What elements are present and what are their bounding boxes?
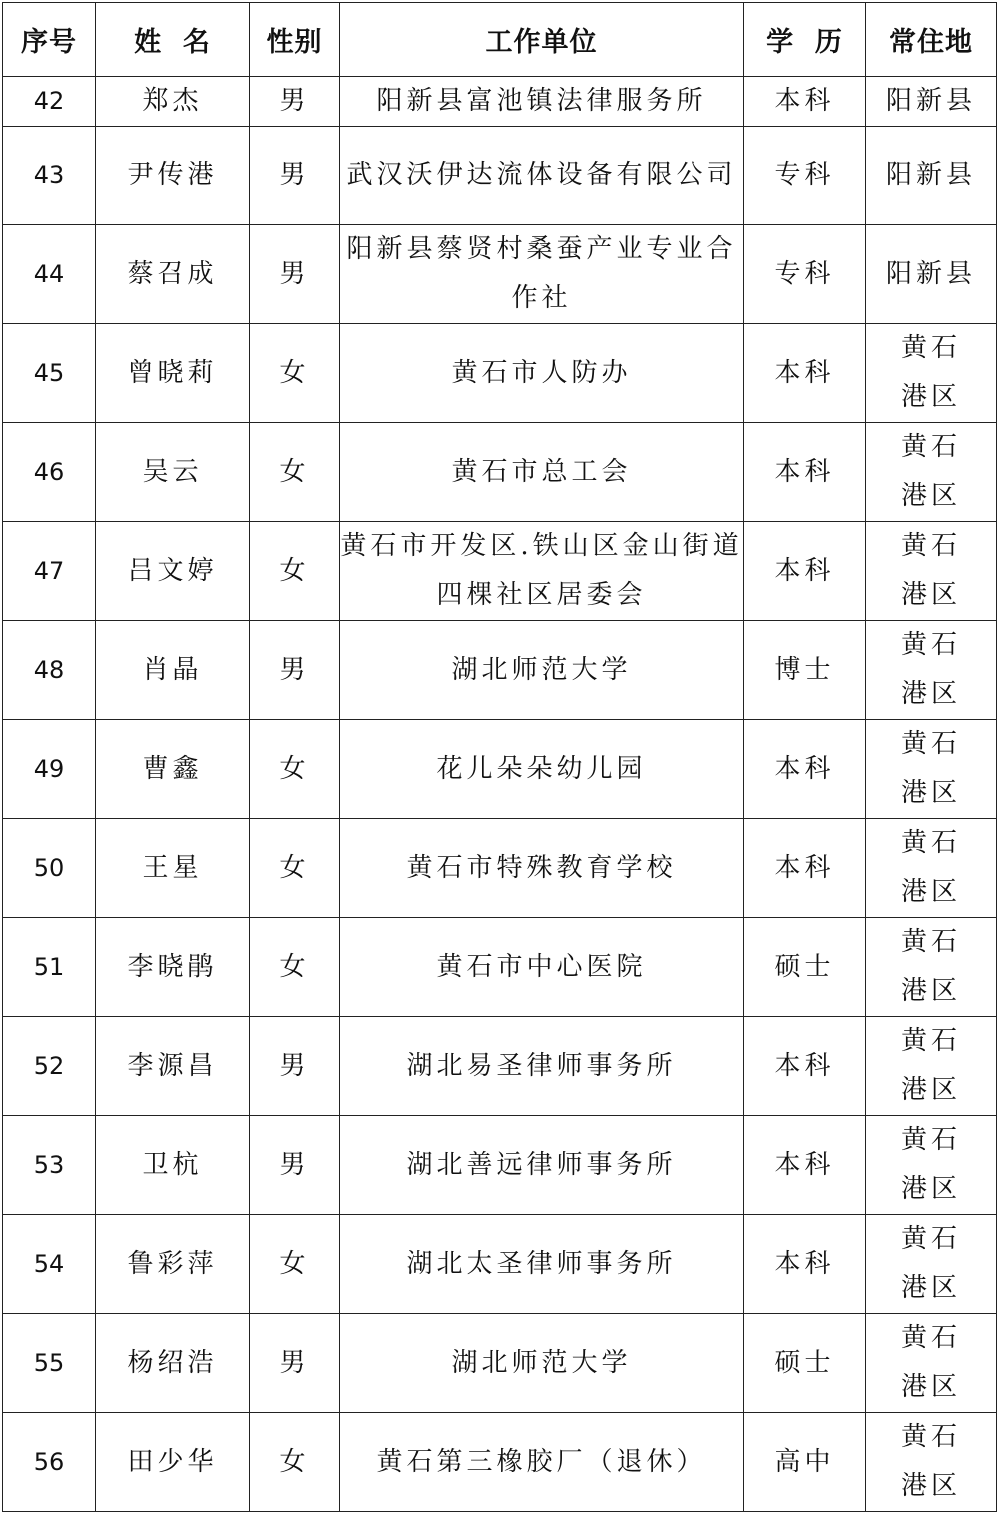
residence-text: 黄石港区: [900, 630, 961, 709]
residence-text: 黄石港区: [900, 828, 961, 907]
cell-gender: [250, 1413, 340, 1512]
gender-text: 女: [279, 753, 310, 784]
unit-text: 黄石市开发区.铁山区金山街道四棵社区居委会: [340, 531, 743, 610]
cell-residence: [866, 1215, 997, 1314]
gender-text: 男: [279, 1149, 310, 1180]
table-row: [3, 1314, 997, 1413]
residence-text: 黄石港区: [900, 1224, 961, 1303]
cell-unit: [340, 225, 744, 324]
unit-text: 黄石市人防办: [451, 357, 632, 388]
index-text: 52: [33, 1051, 65, 1080]
gender-text: 女: [279, 951, 310, 982]
cell-index: [3, 423, 96, 522]
cell-name: [96, 522, 250, 621]
gender-text: 女: [279, 555, 310, 586]
education-text: 本科: [774, 1050, 835, 1081]
cell-education: [744, 819, 866, 918]
cell-gender: [250, 324, 340, 423]
cell-unit: [340, 522, 744, 621]
name-text: 王星: [142, 852, 203, 883]
cell-education: [744, 324, 866, 423]
header-residence: 常住地: [866, 3, 997, 77]
education-text: 高中: [774, 1446, 835, 1477]
cell-gender: [250, 522, 340, 621]
cell-unit: [340, 918, 744, 1017]
unit-text: 花儿朵朵幼儿园: [436, 753, 647, 784]
residence-text: 黄石港区: [900, 1026, 961, 1105]
cell-name: [96, 127, 250, 225]
gender-text: 女: [279, 1446, 310, 1477]
table-row: [3, 127, 997, 225]
cell-name: [96, 1215, 250, 1314]
table-row: [3, 225, 997, 324]
gender-text: 女: [279, 357, 310, 388]
unit-text: 阳新县蔡贤村桑蚕产业专业合作社: [346, 234, 737, 313]
cell-education: [744, 423, 866, 522]
name-text: 鲁彩萍: [127, 1248, 218, 1279]
cell-education: [744, 1116, 866, 1215]
unit-text: 湖北善远律师事务所: [406, 1149, 677, 1180]
cell-index: [3, 720, 96, 819]
cell-name: [96, 918, 250, 1017]
unit-text: 阳新县富池镇法律服务所: [376, 86, 707, 116]
education-text: 本科: [774, 1248, 835, 1279]
table-row: [3, 1413, 997, 1512]
cell-education: [744, 77, 866, 127]
name-text: 蔡召成: [127, 258, 218, 289]
cell-name: [96, 1017, 250, 1116]
unit-text: 黄石市特殊教育学校: [406, 852, 677, 883]
cell-residence: [866, 819, 997, 918]
name-text: 肖晶: [142, 654, 203, 685]
unit-text: 黄石市中心医院: [436, 951, 647, 982]
cell-unit: [340, 720, 744, 819]
cell-unit: [340, 77, 744, 127]
cell-education: [744, 1413, 866, 1512]
table-row: [3, 720, 997, 819]
unit-text: 湖北易圣律师事务所: [406, 1050, 677, 1081]
residence-text: 黄石港区: [900, 432, 961, 511]
gender-text: 男: [279, 1050, 310, 1081]
cell-unit: [340, 1413, 744, 1512]
cell-unit: [340, 1017, 744, 1116]
cell-name: [96, 720, 250, 819]
cell-name: [96, 324, 250, 423]
index-text: 50: [33, 853, 65, 882]
cell-residence: [866, 127, 997, 225]
index-text: 53: [33, 1150, 65, 1179]
cell-gender: [250, 720, 340, 819]
education-text: 本科: [774, 86, 835, 116]
education-text: 本科: [774, 852, 835, 883]
cell-gender: [250, 819, 340, 918]
index-text: 55: [33, 1348, 65, 1377]
header-education: 学 历: [744, 3, 866, 77]
cell-index: [3, 225, 96, 324]
education-text: 专科: [774, 160, 835, 190]
table-row: [3, 819, 997, 918]
cell-gender: [250, 621, 340, 720]
cell-education: [744, 720, 866, 819]
cell-education: [744, 918, 866, 1017]
gender-text: 男: [279, 1347, 310, 1378]
education-text: 本科: [774, 753, 835, 784]
residence-text: 阳新县: [885, 86, 976, 116]
index-text: 56: [33, 1447, 65, 1476]
table-body: [3, 77, 997, 1512]
index-text: 49: [33, 754, 65, 783]
index-text: 44: [33, 259, 65, 288]
cell-residence: [866, 918, 997, 1017]
residence-text: 黄石港区: [900, 927, 961, 1006]
gender-text: 男: [279, 654, 310, 685]
cell-unit: [340, 423, 744, 522]
education-text: 博士: [774, 654, 835, 685]
table-row: [3, 1215, 997, 1314]
cell-name: [96, 1116, 250, 1215]
cell-name: [96, 423, 250, 522]
name-text: 曾晓莉: [127, 357, 218, 388]
gender-text: 女: [279, 852, 310, 883]
cell-name: [96, 1413, 250, 1512]
cell-residence: [866, 423, 997, 522]
unit-text: 湖北太圣律师事务所: [406, 1248, 677, 1279]
name-text: 杨绍浩: [127, 1347, 218, 1378]
cell-unit: [340, 127, 744, 225]
cell-index: [3, 918, 96, 1017]
index-text: 47: [33, 556, 65, 585]
name-text: 李源昌: [127, 1050, 218, 1081]
cell-index: [3, 1116, 96, 1215]
cell-name: [96, 225, 250, 324]
residence-text: 黄石港区: [900, 333, 961, 412]
index-text: 48: [33, 655, 65, 684]
cell-education: [744, 621, 866, 720]
index-text: 42: [33, 87, 65, 115]
cell-residence: [866, 324, 997, 423]
header-index: 序号: [3, 3, 96, 77]
cell-residence: [866, 522, 997, 621]
cell-residence: [866, 621, 997, 720]
index-text: 51: [33, 952, 65, 981]
cell-index: [3, 1413, 96, 1512]
cell-name: [96, 77, 250, 127]
residence-text: 黄石港区: [900, 729, 961, 808]
cell-residence: [866, 1413, 997, 1512]
education-text: 硕士: [774, 951, 835, 982]
header-unit: 工作单位: [340, 3, 744, 77]
gender-text: 女: [279, 456, 310, 487]
education-text: 本科: [774, 456, 835, 487]
header-gender: 性别: [250, 3, 340, 77]
cell-gender: [250, 1017, 340, 1116]
table-row: [3, 423, 997, 522]
cell-education: [744, 225, 866, 324]
residence-text: 阳新县: [885, 258, 976, 289]
cell-index: [3, 127, 96, 225]
cell-gender: [250, 1314, 340, 1413]
cell-education: [744, 1215, 866, 1314]
cell-index: [3, 324, 96, 423]
cell-gender: [250, 225, 340, 324]
gender-text: 男: [279, 86, 310, 116]
cell-unit: [340, 621, 744, 720]
cell-residence: [866, 720, 997, 819]
cell-name: [96, 1314, 250, 1413]
cell-gender: [250, 1116, 340, 1215]
gender-text: 男: [279, 258, 310, 289]
table-row: [3, 621, 997, 720]
name-text: 吴云: [142, 456, 203, 487]
gender-text: 女: [279, 1248, 310, 1279]
index-text: 54: [33, 1249, 65, 1278]
education-text: 本科: [774, 357, 835, 388]
name-text: 郑杰: [142, 86, 203, 116]
residence-text: 黄石港区: [900, 1422, 961, 1501]
cell-index: [3, 77, 96, 127]
residence-text: 阳新县: [885, 160, 976, 190]
education-text: 专科: [774, 258, 835, 289]
index-text: 45: [33, 358, 65, 387]
cell-unit: [340, 1215, 744, 1314]
name-text: 卫杭: [142, 1149, 203, 1180]
name-text: 田少华: [127, 1446, 218, 1477]
cell-index: [3, 522, 96, 621]
unit-text: 湖北师范大学: [451, 1347, 632, 1378]
name-text: 吕文婷: [127, 555, 218, 586]
education-text: 本科: [774, 1149, 835, 1180]
table-row: [3, 1017, 997, 1116]
table-row: [3, 1116, 997, 1215]
cell-index: [3, 1314, 96, 1413]
cell-unit: [340, 1314, 744, 1413]
cell-unit: [340, 819, 744, 918]
cell-name: [96, 621, 250, 720]
index-text: 43: [33, 161, 65, 189]
name-text: 尹传港: [127, 160, 218, 190]
index-text: 46: [33, 457, 65, 486]
cell-residence: [866, 1314, 997, 1413]
table-row: [3, 522, 997, 621]
unit-text: 武汉沃伊达流体设备有限公司: [346, 160, 737, 190]
cell-gender: [250, 918, 340, 1017]
cell-education: [744, 522, 866, 621]
cell-gender: [250, 77, 340, 127]
cell-education: [744, 1017, 866, 1116]
header-name: 姓 名: [96, 3, 250, 77]
unit-text: 湖北师范大学: [451, 654, 632, 685]
cell-index: [3, 1215, 96, 1314]
residence-text: 黄石港区: [900, 531, 961, 610]
name-text: 曹鑫: [142, 753, 203, 784]
residence-text: 黄石港区: [900, 1323, 961, 1402]
cell-index: [3, 819, 96, 918]
cell-residence: [866, 225, 997, 324]
cell-unit: [340, 324, 744, 423]
name-text: 李晓鹃: [127, 951, 218, 982]
cell-name: [96, 819, 250, 918]
cell-unit: [340, 1116, 744, 1215]
cell-residence: [866, 1116, 997, 1215]
cell-residence: [866, 1017, 997, 1116]
residence-text: 黄石港区: [900, 1125, 961, 1204]
unit-text: 黄石市总工会: [451, 456, 632, 487]
cell-gender: [250, 423, 340, 522]
roster-sheet: [2, 2, 996, 1512]
cell-index: [3, 1017, 96, 1116]
cell-index: [3, 621, 96, 720]
table-row: [3, 918, 997, 1017]
cell-residence: [866, 77, 997, 127]
cell-education: [744, 127, 866, 225]
table-row: [3, 324, 997, 423]
table-row: [3, 77, 997, 127]
cell-education: [744, 1314, 866, 1413]
gender-text: 男: [279, 160, 310, 190]
unit-text: 黄石第三橡胶厂（退休）: [376, 1446, 707, 1477]
cell-gender: [250, 1215, 340, 1314]
roster-table: [2, 2, 997, 1512]
education-text: 本科: [774, 555, 835, 586]
cell-gender: [250, 127, 340, 225]
education-text: 硕士: [774, 1347, 835, 1378]
header-row: [3, 3, 997, 77]
